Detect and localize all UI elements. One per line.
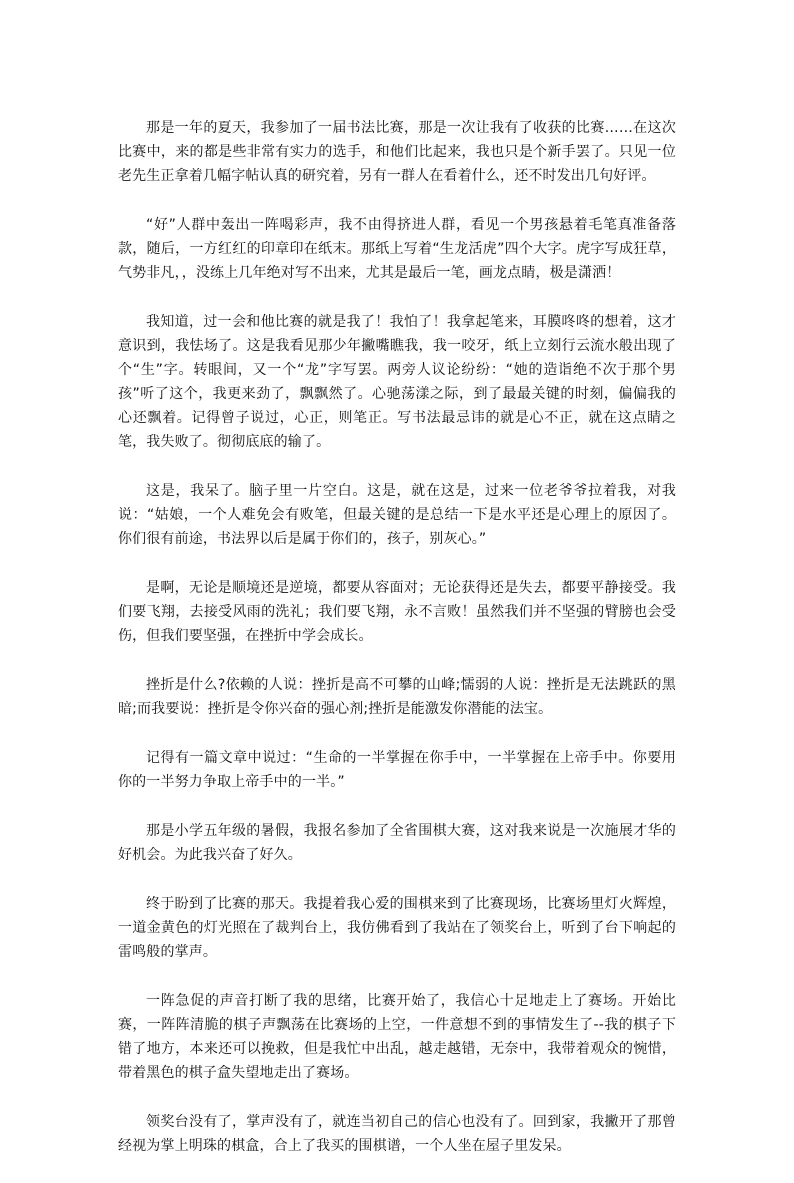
- paragraph-giving-up: 领奖台没有了，掌声没有了，就连当初自己的信心也没有了。回到家，我撇开了那曾经视为掌上明珠的棋盒，合上了我买的围棋谱，一个人坐在屋子里发呆。: [118, 1114, 676, 1154]
- paragraph-what-is-setback: 挫折是什么?依赖的人说：挫折是高不可攀的山峰;懦弱的人说：挫折是无法跳跃的黑暗;而我要说：挫折是令你兴奋的强心剂;挫折是能激发你潜能的法宝。: [118, 677, 676, 717]
- paragraph-go-tournament: 那是小学五年级的暑假，我报名参加了全省围棋大赛，这对我来说是一次施展才华的好机会。为此我兴奋了好久。: [118, 823, 676, 863]
- paragraph-stage-fright: 我知道，过一会和他比赛的就是我了！我怕了！我拿起笔来，耳膜咚咚的想着，这才意识到，我怯场了。这是我看见那少年撇嘴瞧我，我一咬牙，纸上立刻行云流水般出现了个“生”字。转眼间，又一个“龙”字写罢。两旁人议论纷纷：“她的造诣绝不次于那个男孩”听了这个，我更来劲了，飘飘然了。心驰荡漾之际，到了最最关键的时刻，偏偏我的心还飘着。记得曾子说过，心正，则笔正。写书法最忌讳的就是心不正，就在这点睛之笔，我失败了。彻彻底底的输了。: [118, 314, 676, 450]
- paragraph-calligraphy-contest: 那是一年的夏天，我参加了一届书法比赛，那是一次让我有了收获的比赛……在这次比赛中，来的都是些非常有实力的选手，和他们比起来，我也只是个新手罢了。只见一位老先生正拿着几幅字帖认真的研究着，另有一群人在看着什么，还不时发出几句好评。: [118, 120, 676, 184]
- paragraph-face-adversity: 是啊，无论是顺境还是逆境，都要从容面对；无论获得还是失去，都要平静接受。我们要飞翔，去接受风雨的洗礼；我们要飞翔，永不言败！虽然我们并不坚强的臂膀也会受伤，但我们要坚强，在挫折中学会成长。: [118, 580, 676, 644]
- document-body: [118, 116, 676, 1183]
- paragraph-match-lost: 一阵急促的声音打断了我的思绪，比赛开始了，我信心十足地走上了赛场。开始比赛，一阵阵清脆的棋子声飘荡在比赛场的上空，一件意想不到的事情发生了--我的棋子下错了地方，本来还可以挽救，但是我忙中出乱，越走越错，无奈中，我带着观众的惋惜，带着黑色的棋子盒失望地走出了赛场。: [118, 993, 676, 1081]
- paragraph-old-man-advice: 这是，我呆了。脑子里一片空白。这是，就在这是，过来一位老爷爷拉着我，对我说：“姑娘，一个人难免会有败笔，但最关键的是总结一下是水平还是心理上的原因了。你们很有前途，书法界以后是属于你们的，孩子，别灰心。”: [118, 483, 676, 547]
- paragraph-crowd-cheer: “好”人群中轰出一阵喝彩声，我不由得挤进人群，看见一个男孩悬着毛笔真准备落款，随后，一方红红的印章印在纸末。那纸上写着“生龙活虎”四个大字。虎字写成狂草，气势非凡，，没练上几年绝对写不出来，尤其是最后一笔，画龙点睛，极是潇洒！: [118, 217, 676, 281]
- paragraph-match-day: 终于盼到了比赛的那天。我提着我心爱的围棋来到了比赛现场，比赛场里灯火辉煌，一道金黄色的灯光照在了裁判台上，我仿佛看到了我站在了领奖台上，听到了台下响起的雷鸣般的掌声。: [118, 896, 676, 960]
- paragraph-quote-life: 记得有一篇文章中说过：“生命的一半掌握在你手中，一半掌握在上帝手中。你要用你的一半努力争取上帝手中的一半。”: [118, 750, 676, 790]
